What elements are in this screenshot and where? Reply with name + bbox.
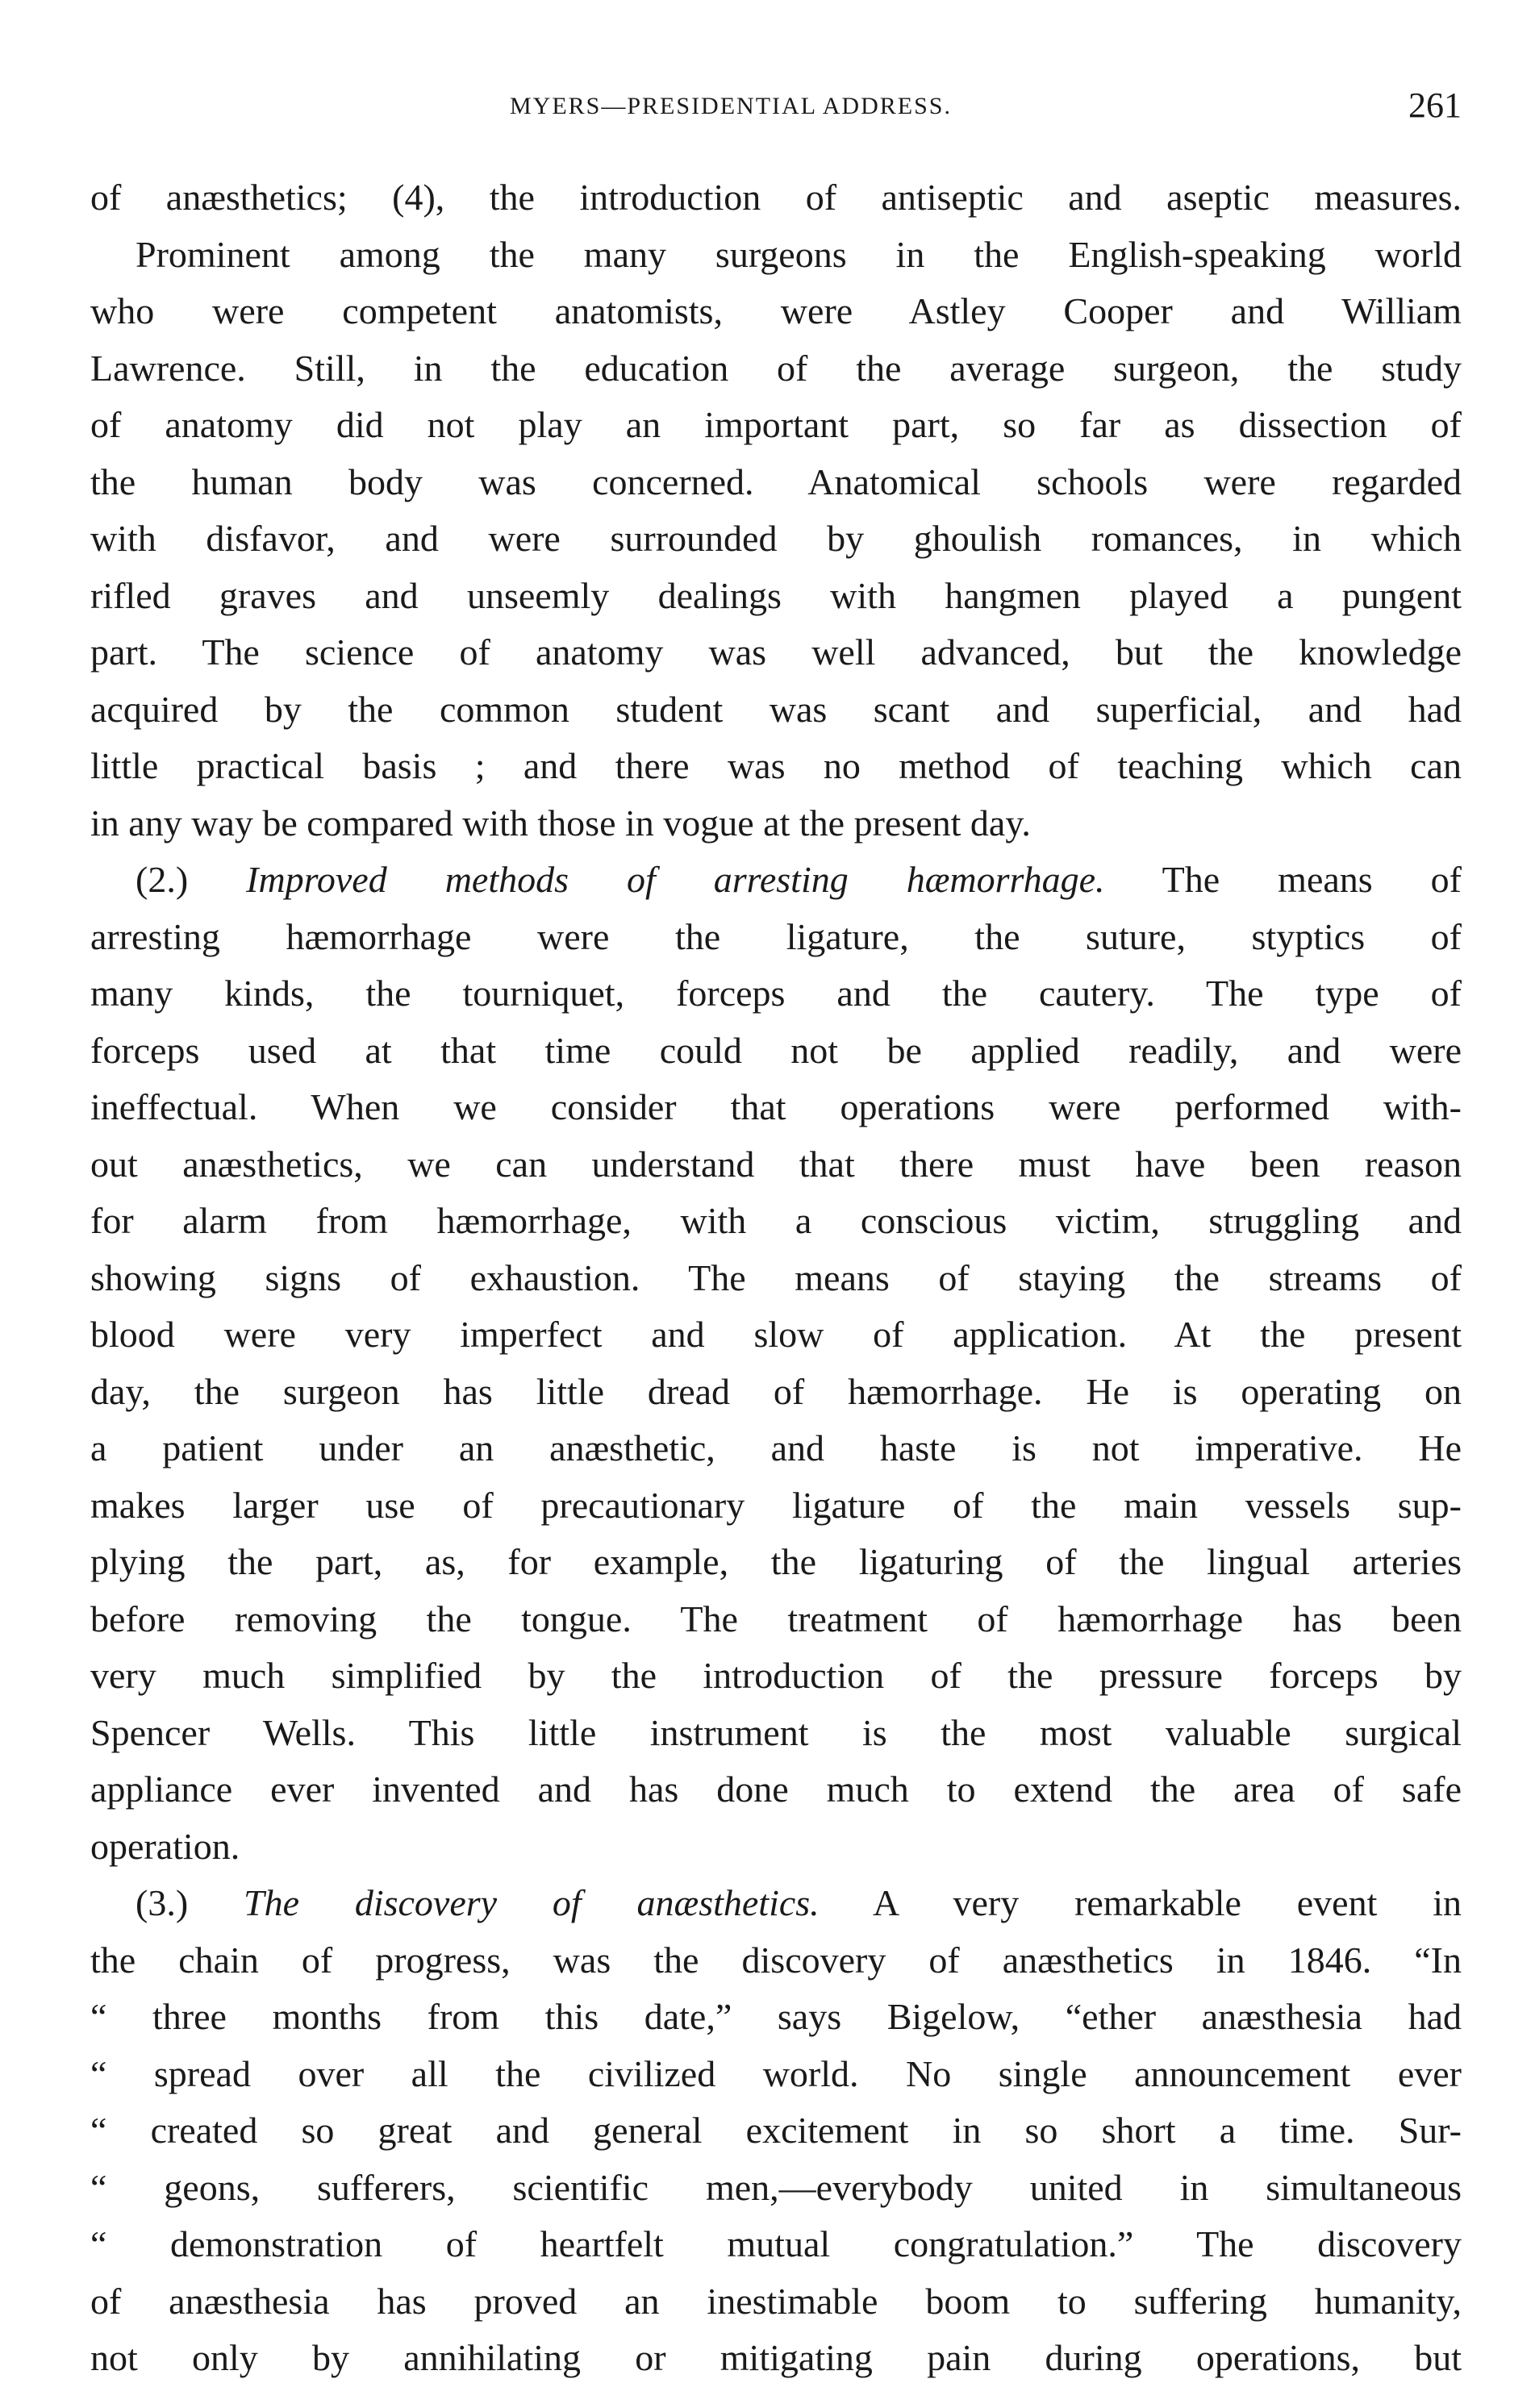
- text-line: who were competent anatomists, were Astley Cooper and William: [90, 290, 1462, 331]
- text-line: ineffectual. When we consider that operations were performed with-: [90, 1086, 1462, 1127]
- text-line: “ three months from this date,” says Bigelow, “ether anæsthesia had: [90, 1996, 1462, 2037]
- text-line: the human body was concerned. Anatomical schools were regarded: [90, 460, 1462, 502]
- text-line: plying the part, as, for example, the ligaturing of the lingual arteries: [90, 1541, 1462, 1582]
- text-line: acquired by the common student was scant and superficial, and had: [90, 688, 1462, 730]
- section-lead-text: The means of: [1162, 859, 1462, 900]
- text-line: very much simplified by the introduction of the pressure forceps by: [90, 1655, 1462, 1696]
- text-line: blood were very imperfect and slow of application. At the present: [90, 1314, 1462, 1355]
- text-line: before removing the tongue. The treatment of hæmorrhage has been: [90, 1598, 1462, 1639]
- section-number: (2.): [136, 859, 189, 900]
- section-title: Improved methods of arresting hæmorrhage.: [246, 859, 1105, 900]
- text-line: operation.: [90, 1825, 240, 1867]
- text-line: forceps used at that time could not be applied readily, and were: [90, 1029, 1462, 1071]
- text-line: part. The science of anatomy was well advanced, but the knowledge: [90, 631, 1462, 673]
- text-line: little practical basis ; and there was no method of teaching which can: [90, 745, 1462, 786]
- text-line: showing signs of exhaustion. The means of staying the streams of: [90, 1256, 1462, 1298]
- text-line: appliance ever invented and has done much to extend the area of safe: [90, 1769, 1462, 1810]
- text-line: the chain of progress, was the discovery of anæsthetics in 1846. “In: [90, 1939, 1462, 1981]
- text-line: rifled graves and unseemly dealings with hangmen played a pungent: [90, 574, 1462, 616]
- running-head: MYERS—PRESIDENTIAL ADDRESS.: [510, 93, 952, 119]
- text-line: makes larger use of precautionary ligature of the main vessels sup-: [90, 1484, 1462, 1526]
- text-line: of anæsthetics; (4), the introduction of antiseptic and aseptic measures.: [90, 177, 1462, 218]
- text-line: of anatomy did not play an important part, so far as dissection of: [90, 404, 1462, 445]
- text-line: for alarm from hæmorrhage, with a conscious victim, struggling and: [90, 1200, 1462, 1241]
- section-number: (3.): [136, 1882, 189, 1923]
- text-line: “ geons, sufferers, scientific men,—everybody united in simultaneous: [90, 2166, 1462, 2208]
- section-lead-text: A very remarkable event in: [872, 1882, 1462, 1923]
- text-line: of anæsthesia has proved an inestimable boom to suffering humanity,: [90, 2280, 1462, 2322]
- text-line: Lawrence. Still, in the education of the average surgeon, the study: [90, 347, 1462, 389]
- text-line: in any way be compared with those in vogue at the present day.: [90, 802, 1031, 844]
- text-line: with disfavor, and were surrounded by ghoulish romances, in which: [90, 518, 1462, 559]
- text-line: day, the surgeon has little dread of hæmorrhage. He is operating on: [90, 1370, 1462, 1412]
- page-number: 261: [1408, 85, 1462, 125]
- text-line: Spencer Wells. This little instrument is the most valuable surgical: [90, 1711, 1462, 1753]
- section-heading-line: [90, 852, 1462, 909]
- text-line: many kinds, the tourniquet, forceps and the cautery. The type of: [90, 973, 1462, 1014]
- text-line: arresting hæmorrhage were the ligature, the suture, styptics of: [90, 915, 1462, 957]
- text-line: “ spread over all the civilized world. No single announcement ever: [90, 2052, 1462, 2094]
- text-line: Prominent among the many surgeons in the English-speaking world: [136, 233, 1462, 275]
- body-text: [90, 169, 1462, 2387]
- text-line: “ created so great and general excitement in so short a time. Sur-: [90, 2110, 1462, 2151]
- text-line: “ demonstration of heartfelt mutual congratulation.” The discovery: [90, 2223, 1462, 2264]
- text-line: out anæsthetics, we can understand that there must have been reason: [90, 1143, 1462, 1185]
- text-line: a patient under an anæsthetic, and haste is not imperative. He: [90, 1427, 1462, 1469]
- page-header: [90, 85, 1462, 133]
- text-line: not only by annihilating or mitigating pain during operations, but: [90, 2337, 1462, 2378]
- section-heading-line: [90, 1875, 1462, 1932]
- section-title: The discovery of anæsthetics.: [243, 1882, 820, 1923]
